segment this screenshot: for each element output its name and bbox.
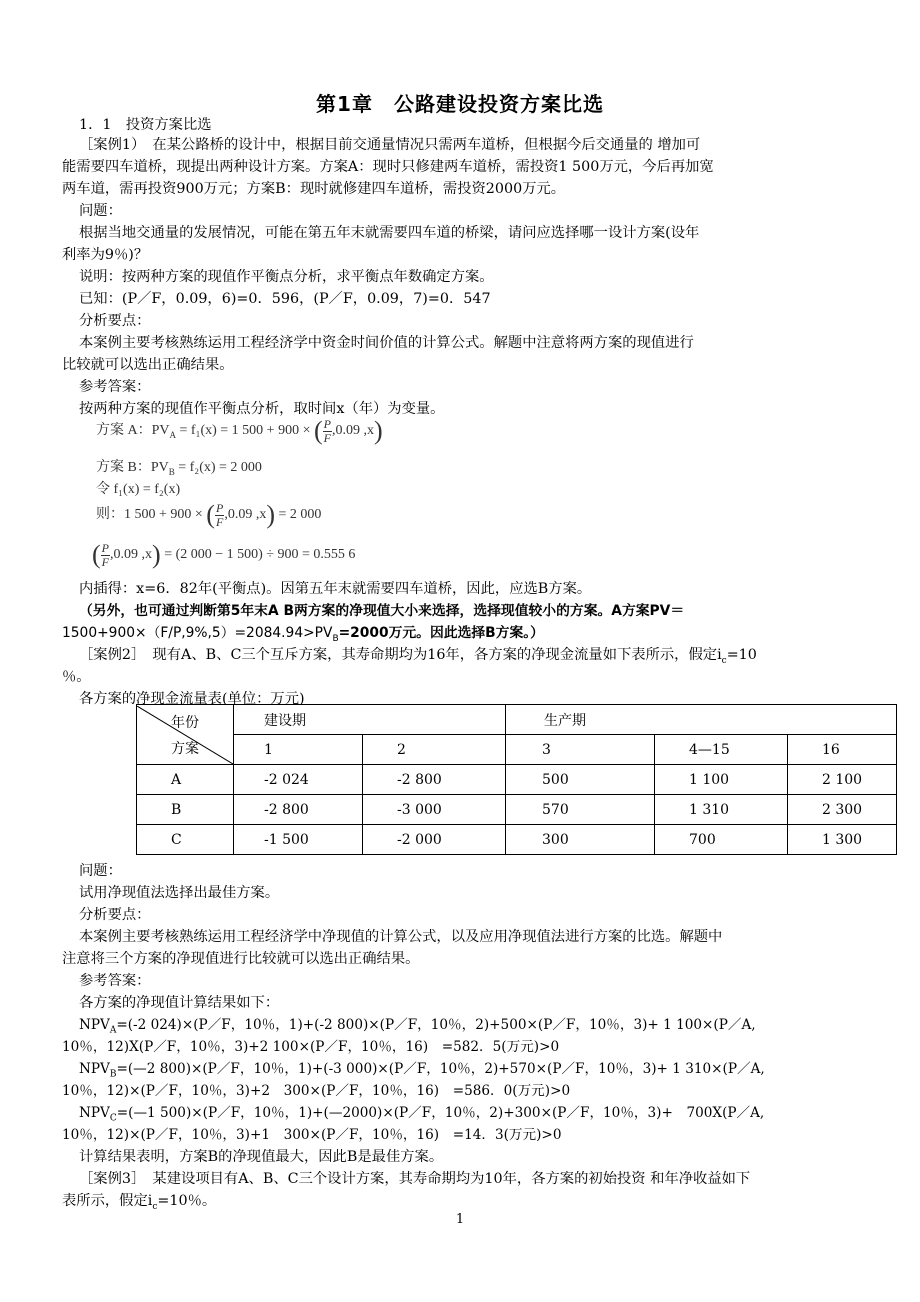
case1-line3: 两车道，需再投资900万元；方案B：现时就修建四车道桥，需投资2000万元。 (62, 181, 566, 197)
page-title: 第1章 公路建设投资方案比选 (316, 92, 604, 116)
case2-question-heading: 问题： (79, 863, 122, 879)
value-cell: 300 (506, 825, 655, 855)
case1-known: 已知：(P／F，0.09，6)=0．596，(P／F，0.09，7)=0．547 (79, 291, 491, 307)
case1-extra-line2: $1500+900\times(F/P,9\%,5)=2084.94>PV_B=2000$万元。因此选择B方案。） (62, 625, 544, 644)
case1-analysis-heading: 分析要点： (79, 313, 151, 329)
formula-plan-a: 方案 A：$PV_A = f_1(x) = 1$ 500 + 900 × ( $\frac{P}{F}$ ,0.09 ,x) (96, 416, 383, 445)
case2-answer-line1: 各方案的净现值计算结果如下： (79, 995, 280, 1011)
case1-line1: ［案例1） 在某公路桥的设计中，根据目前交通量情况只需两车道桥，但根据今后交通量的 增加可 (79, 137, 701, 153)
formula-then: 则：1 500 + 900 × ( $\frac{P}{F}$ ,0.09 ,x) = 2 000 (96, 500, 322, 529)
case1-line2: 能需要四车道桥，现提出两种设计方案。方案A：现时只修建两车道桥，需投资1 500万元，今后再加宽 (62, 159, 714, 175)
value-cell: 1 100 (655, 765, 788, 795)
value-cell: -1 500 (234, 825, 363, 855)
page-number: 1 (455, 1212, 465, 1227)
npv-c-line1: $NPV_C=(—1$ 500)×(P／F，10％，1)+(—2000)×(P／F，10％，2)+300×(P／F，10％，3)+ 700X(P／A, (79, 1105, 765, 1124)
value-cell: 1 310 (655, 795, 788, 825)
value-cell: 2 300 (788, 795, 897, 825)
npv-c-line2: 10％，12)×(P／F，10％，3)+1 300×(P／F，10％，16) =14．3(万元)>0 (62, 1127, 562, 1143)
case1-extra-line1: （另外，也可通过判断第5年末A B两方案的净现值大小来选择，选择现值较小的方案。A方案PV＝ (79, 603, 685, 619)
header-year: 年份 (171, 714, 199, 731)
case1-analysis-line2: 比较就可以选出正确结果。 (62, 357, 234, 373)
case1-question-line2: 利率为9％)？ (62, 247, 149, 263)
case1-answer-heading: 参考答案： (79, 379, 151, 395)
npv-a-line2: 10％，12)X(P／F，10％，3)+2 100×(P／F，10％，16) =582．5(万元)>0 (62, 1039, 560, 1055)
case3-line2: 表所示，假定$i_c=10$％。 (62, 1193, 217, 1212)
header-build-period: 建设期 (234, 705, 506, 735)
case1-analysis-line1: 本案例主要考核熟练运用工程经济学中资金时间价值的计算公式。解题中注意将两方案的现值进行 (79, 335, 694, 351)
value-cell: 2 100 (788, 765, 897, 795)
year-cell: 2 (363, 735, 506, 765)
value-cell: -2 024 (234, 765, 363, 795)
value-cell: 700 (655, 825, 788, 855)
year-cell: 4—15 (655, 735, 788, 765)
cash-flow-table (136, 704, 897, 855)
year-cell: 16 (788, 735, 897, 765)
case1-result: 内插得：x=6．82年(平衡点)。因第五年末就需要四车道桥，因此，应选B方案。 (79, 581, 592, 597)
year-cell: 1 (234, 735, 363, 765)
plan-name-cell: A (137, 765, 234, 795)
year-cell: 3 (506, 735, 655, 765)
plan-name-cell: C (137, 825, 234, 855)
case1-question-line1: 根据当地交通量的发展情况，可能在第五年末就需要四车道的桥梁，请问应选择哪一设计方案(设年 (79, 225, 700, 241)
case2-analysis-line2: 注意将三个方案的净现值进行比较就可以选出正确结果。 (62, 951, 420, 967)
value-cell: 570 (506, 795, 655, 825)
case3-line1: ［案例3］ 某建设项目有A、B、C三个设计方案，其寿命期均为10年，各方案的初始投资 和年净收益如下 (79, 1171, 751, 1187)
table-caption: 各方案的净现金流量表(单位：万元) (79, 691, 305, 707)
header-plan: 方案 (171, 740, 199, 757)
case2-analysis-line1: 本案例主要考核熟练运用工程经济学中净现值的计算公式，以及应用净现值法进行方案的比选。解题中 (79, 929, 723, 945)
value-cell: -3 000 (363, 795, 506, 825)
value-cell: 1 300 (788, 825, 897, 855)
npv-a-line1: $NPV_A=(-2$ 024)×(P／F，10％，1)+(-2 800)×(P／F，10％，2)+500×(P／F，10％，3)+ 1 100×(P／A, (79, 1017, 756, 1036)
case2-answer-heading: 参考答案： (79, 973, 151, 989)
value-cell: -2 000 (363, 825, 506, 855)
case2-line1: ［案例2］ 现有A、B、C三个互斥方案，其寿命期均为16年，各方案的净现金流量如下表所示，假定$i_c=10$ (79, 647, 757, 666)
npv-b-line2: 10％，12)×(P／F，10％，3)+2 300×(P／F，10％，16) =586．0(万元)>0 (62, 1083, 571, 1099)
value-cell: 500 (506, 765, 655, 795)
formula-result: ( $\frac{P}{F}$ ,0.09 ,x) = (2 000 − 1 500) ÷ 900 = 0.555 6 (92, 540, 356, 569)
case2-question-line1: 试用净现值法选择出最佳方案。 (79, 885, 280, 901)
value-cell: -2 800 (363, 765, 506, 795)
section-heading: 1．1 投资方案比选 (79, 117, 212, 133)
npv-b-line1: $NPV_B=(—2$ 800)×(P／F，10％，1)+(-3 000)×(P／F，10％，2)+570×(P／F，10％，3)+ 1 310×(P／A, (79, 1061, 765, 1080)
case2-line2: ％。 (62, 669, 91, 685)
formula-equality: 令 f₁(x) = f₂(x) (96, 482, 181, 497)
case1-question-heading: 问题： (79, 203, 122, 219)
plan-name-cell: B (137, 795, 234, 825)
case1-note: 说明：按两种方案的现值作平衡点分析，求平衡点年数确定方案。 (79, 269, 494, 285)
case2-analysis-heading: 分析要点： (79, 907, 151, 923)
header-production-period: 生产期 (506, 705, 897, 735)
case1-answer-line1: 按两种方案的现值作平衡点分析，取时间x（年）为变量。 (79, 401, 445, 417)
value-cell: -2 800 (234, 795, 363, 825)
case2-conclusion: 计算结果表明，方案B的净现值最大，因此B是最佳方案。 (79, 1149, 444, 1165)
formula-plan-b: 方案 B：$PV_B = f_2(x) = 2$ 000 (96, 460, 262, 477)
table-diagonal-header (137, 705, 234, 765)
